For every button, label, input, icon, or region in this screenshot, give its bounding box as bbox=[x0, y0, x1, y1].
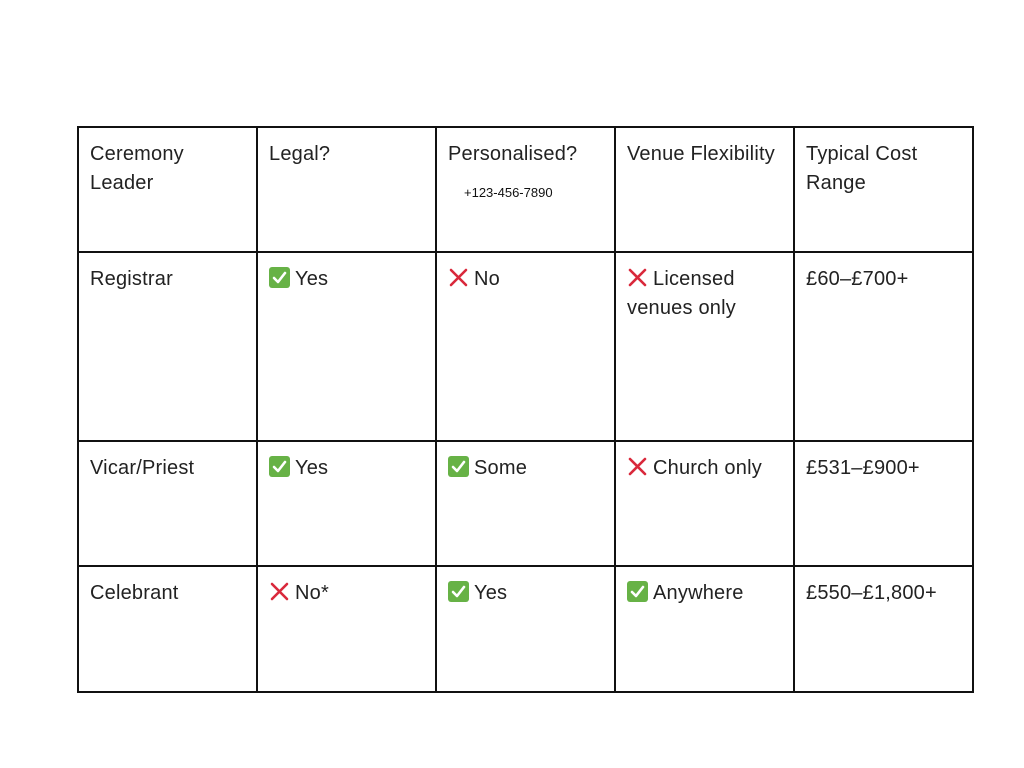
leader-label: Vicar/Priest bbox=[90, 457, 195, 479]
header-venue-flexibility bbox=[615, 127, 794, 252]
cell-personalised bbox=[436, 566, 615, 692]
check-icon bbox=[448, 456, 469, 477]
header-label: Legal? bbox=[269, 143, 331, 165]
header-label: Ceremony Leader bbox=[90, 143, 184, 194]
cell-cost bbox=[794, 566, 973, 692]
cell-legal bbox=[257, 441, 436, 566]
check-icon bbox=[269, 456, 290, 477]
cell-cost bbox=[794, 441, 973, 566]
cell-legal bbox=[257, 566, 436, 692]
cell-venue bbox=[615, 441, 794, 566]
check-icon bbox=[269, 267, 290, 288]
header-legal bbox=[257, 127, 436, 252]
header-label: Personalised? bbox=[448, 143, 578, 165]
personalised-value: Some bbox=[474, 457, 528, 479]
cell-leader bbox=[78, 441, 257, 566]
cell-personalised bbox=[436, 252, 615, 441]
cell-leader bbox=[78, 252, 257, 441]
cell-venue bbox=[615, 252, 794, 441]
personalised-value: No bbox=[474, 268, 500, 290]
cell-legal bbox=[257, 252, 436, 441]
cost-value: £60–£700+ bbox=[806, 268, 909, 290]
header-label: Venue Flexibility bbox=[627, 143, 775, 165]
leader-label: Registrar bbox=[90, 268, 173, 290]
comparison-table bbox=[77, 126, 974, 693]
header-personalised bbox=[436, 127, 615, 252]
phone-number: +123-456-7890 bbox=[464, 185, 553, 200]
cell-cost bbox=[794, 252, 973, 441]
cross-icon bbox=[269, 581, 290, 602]
personalised-value: Yes bbox=[474, 582, 508, 604]
header-ceremony-leader bbox=[78, 127, 257, 252]
legal-value: Yes bbox=[295, 457, 329, 479]
cell-venue bbox=[615, 566, 794, 692]
check-icon bbox=[627, 581, 648, 602]
table-header-row bbox=[78, 127, 973, 252]
table-row bbox=[78, 252, 973, 441]
header-label: Typical Cost Range bbox=[806, 143, 918, 194]
cell-personalised bbox=[436, 441, 615, 566]
cross-icon bbox=[627, 456, 648, 477]
table-row bbox=[78, 441, 973, 566]
legal-value: No* bbox=[295, 582, 329, 604]
cost-value: £531–£900+ bbox=[806, 457, 920, 479]
cross-icon bbox=[448, 267, 469, 288]
table-row bbox=[78, 566, 973, 692]
cross-icon bbox=[627, 267, 648, 288]
legal-value: Yes bbox=[295, 268, 329, 290]
cell-leader bbox=[78, 566, 257, 692]
venue-value: Licensed venues only bbox=[627, 268, 736, 319]
cost-value: £550–£1,800+ bbox=[806, 582, 937, 604]
venue-value: Anywhere bbox=[653, 582, 744, 604]
check-icon bbox=[448, 581, 469, 602]
venue-value: Church only bbox=[653, 457, 762, 479]
leader-label: Celebrant bbox=[90, 582, 179, 604]
header-typical-cost-range bbox=[794, 127, 973, 252]
